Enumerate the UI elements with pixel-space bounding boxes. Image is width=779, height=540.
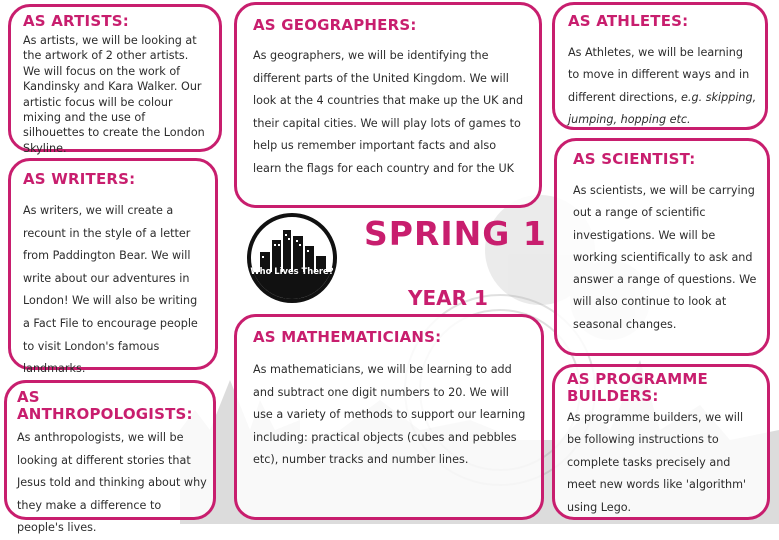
athletes-card bbox=[552, 2, 768, 130]
year-label: YEAR 1 bbox=[408, 286, 488, 310]
mathematicians-card bbox=[234, 314, 544, 520]
anthropologists-text: As anthropologists, we will be looking at different stories that Jesus told and thinking about why they make a difference to people's lives. bbox=[17, 431, 207, 535]
geographers-text: As geographers, we will be identifying the different parts of the United Kingdom. We will look at the 4 countries that make up the UK and their capital cities. We will play lots of games to help us remember important facts and also learn the flags for each country and for the UK bbox=[253, 49, 524, 175]
who-lives-there-logo bbox=[246, 212, 338, 304]
athletes-heading: AS ATHLETES: bbox=[568, 12, 689, 30]
athletes-text bbox=[568, 42, 757, 131]
writers-text: As writers, we will create a recount in the style of a letter from Paddington Bear. We will write about our adventures in London! We will also be writing a Fact File to encourage people to visit London's famous landmarks. bbox=[23, 204, 198, 376]
athletes-text-example: e.g. skipping, jumping, hopping etc. bbox=[568, 90, 757, 126]
programme-builders-heading: AS PROGRAMME BUILDERS: bbox=[567, 370, 708, 405]
programme-builders-text: As programme builders, we will be following instructions to complete tasks precisely and meet new words like 'algorithm' using Lego. bbox=[567, 411, 747, 514]
writers-heading: AS WRITERS: bbox=[23, 170, 136, 188]
writers-card bbox=[8, 158, 218, 376]
logo-text: Who Lives There? bbox=[250, 266, 334, 276]
scientist-text: As scientists, we will be carrying out a range of scientific investigations. We will be working scientifically to ask and answer a range of questions. We will also continue to look at seasonal changes. bbox=[573, 184, 757, 331]
mathematicians-heading: AS MATHEMATICIANS: bbox=[253, 328, 442, 346]
scientist-heading: AS SCIENTIST: bbox=[573, 150, 696, 168]
anthropologists-heading: AS ANTHROPOLOGISTS: bbox=[17, 388, 193, 423]
artists-card bbox=[8, 4, 222, 155]
athletes-text-main: As Athletes, we will be learning to move in different ways and in different directions, bbox=[568, 46, 750, 104]
artists-heading: AS ARTISTS: bbox=[23, 12, 129, 30]
programme-builders-card bbox=[552, 364, 770, 520]
anthropologists-card bbox=[4, 380, 216, 535]
geographers-heading: AS GEOGRAPHERS: bbox=[253, 16, 417, 34]
geographers-card bbox=[234, 2, 542, 208]
scientist-card bbox=[554, 138, 770, 356]
term-title: SPRING 1 bbox=[364, 214, 547, 253]
mathematicians-text: As mathematicians, we will be learning to add and subtract one digit numbers to 20. We will use a variety of methods to support our learning including: practical objects (cubes and pebbles etc), number tracks and number lines. bbox=[253, 363, 526, 467]
artists-text: As artists, we will be looking at the artwork of 2 other artists. We will focus on the work of Kandinsky and Kara Walker. Our artistic focus will be colour mixing and the use of silhouettes to create the London Skyline. bbox=[23, 34, 205, 155]
city-skyline-icon bbox=[246, 212, 338, 304]
